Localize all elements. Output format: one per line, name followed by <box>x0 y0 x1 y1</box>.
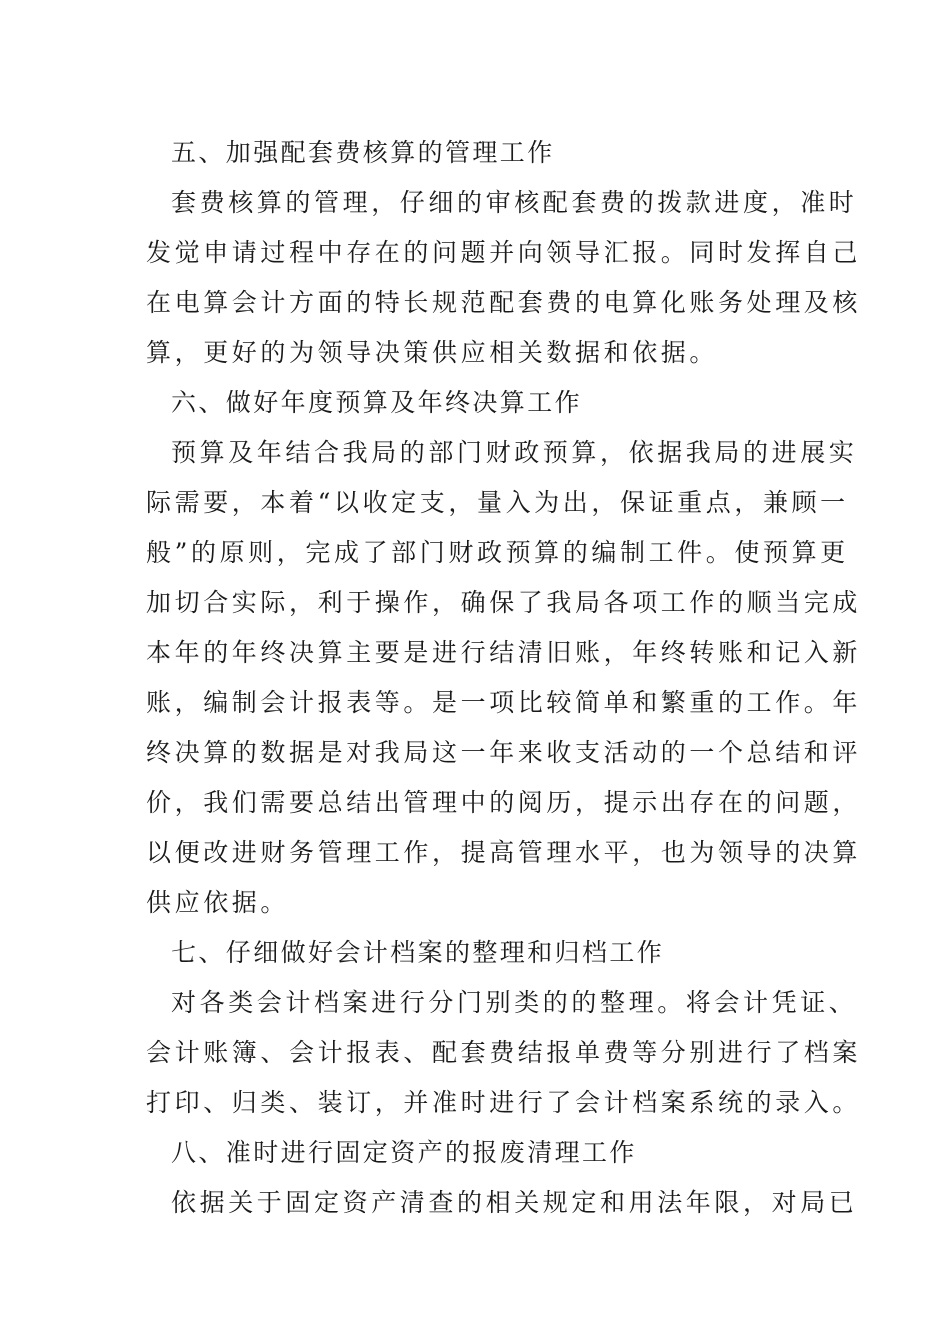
paragraph-line: 般”的原则，完成了部门财政预算的编制工件。使预算更 <box>146 538 849 567</box>
paragraph-line: 在电算会计方面的特长规范配套费的电算化账务处理及核 <box>146 288 862 317</box>
section-heading: 八、准时进行固定资产的报废清理工作 <box>171 1138 637 1167</box>
paragraph-line: 账，编制会计报表等。是一项比较简单和繁重的工作。年 <box>146 688 862 717</box>
paragraph-line: 际需要，本着“以收定支，量入为出，保证重点，兼顾一 <box>146 488 849 517</box>
paragraph-line: 依据关于固定资产清查的相关规定和用法年限，对局已 <box>171 1188 858 1217</box>
section-heading: 五、加强配套费核算的管理工作 <box>171 138 555 167</box>
paragraph-line: 加切合实际，利于操作，确保了我局各项工作的顺当完成 <box>146 588 862 617</box>
paragraph-line: 供应依据。 <box>146 888 290 917</box>
paragraph-line: 算，更好的为领导决策供应相关数据和依据。 <box>146 338 719 367</box>
paragraph-line: 套费核算的管理，仔细的审核配套费的拨款进度，准时 <box>171 188 858 217</box>
paragraph-line: 打印、归类、装订，并准时进行了会计档案系统的录入。 <box>146 1088 862 1117</box>
paragraph-line: 终决算的数据是对我局这一年来收支活动的一个总结和评 <box>146 738 862 767</box>
paragraph-line: 对各类会计档案进行分门别类的的整理。将会计凭证、 <box>171 988 858 1017</box>
paragraph-line: 预算及年结合我局的部门财政预算，依据我局的进展实 <box>171 438 858 467</box>
paragraph-line: 本年的年终决算主要是进行结清旧账，年终转账和记入新 <box>146 638 862 667</box>
section-heading: 六、做好年度预算及年终决算工作 <box>171 388 583 417</box>
paragraph-line: 以便改进财务管理工作，提高管理水平，也为领导的决算 <box>146 838 862 867</box>
paragraph-line: 发觉申请过程中存在的问题并向领导汇报。同时发挥自己 <box>146 238 862 267</box>
paragraph-line: 价，我们需要总结出管理中的阅历，提示出存在的问题， <box>146 788 862 817</box>
section-heading: 七、仔细做好会计档案的整理和归档工作 <box>171 938 665 967</box>
document-body <box>146 128 862 1228</box>
paragraph-line: 会计账簿、会计报表、配套费结报单费等分别进行了档案 <box>146 1038 862 1067</box>
